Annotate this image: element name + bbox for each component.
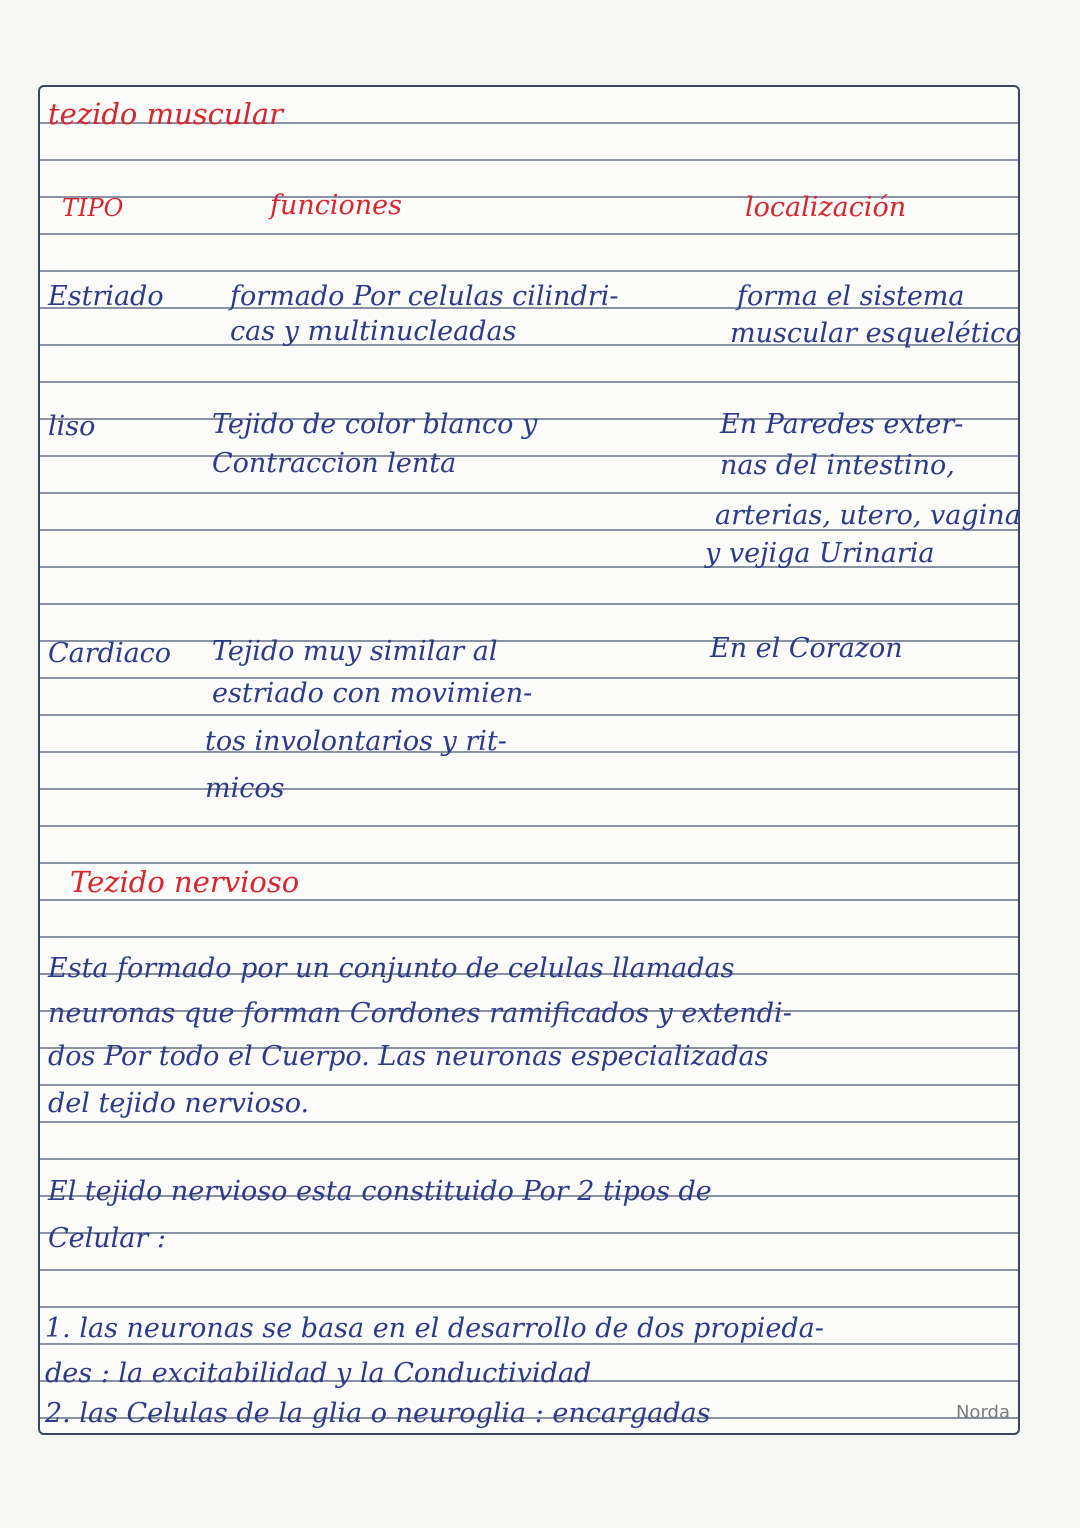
list-item: des : la excitabilidad y la Conductividad bbox=[45, 1358, 592, 1389]
paragraph-line: del tejido nervioso. bbox=[48, 1088, 310, 1119]
paragraph-line: El tejido nervioso esta constituido Por 2 tipos de bbox=[48, 1176, 712, 1207]
row-localizacion-line: arterias, utero, vagina bbox=[715, 500, 1021, 531]
row-localizacion-line: forma el sistema bbox=[737, 281, 965, 312]
row-localizacion-line: muscular esquelético bbox=[730, 318, 1022, 349]
row-localizacion-line: nas del intestino, bbox=[720, 450, 955, 481]
signature: Norda bbox=[955, 1402, 1010, 1423]
header-tipo: TIPO bbox=[62, 194, 124, 222]
header-localizacion: localización bbox=[745, 192, 907, 223]
paragraph-line: Esta formado por un conjunto de celulas llamadas bbox=[48, 953, 735, 984]
heading-tejido-muscular: tezido muscular bbox=[48, 97, 284, 131]
row-funcion-line: estriado con movimien- bbox=[212, 678, 533, 709]
paragraph-line: dos Por todo el Cuerpo. Las neuronas especializadas bbox=[48, 1041, 769, 1072]
row-funcion-line: tos involontarios y rit- bbox=[205, 726, 507, 757]
row-localizacion-line: y vejiga Urinaria bbox=[705, 538, 935, 569]
row-tipo-cardiaco: Cardiaco bbox=[48, 638, 172, 669]
row-localizacion-line: En el Corazon bbox=[710, 633, 903, 664]
list-item: 1. las neuronas se basa en el desarrollo de dos propieda- bbox=[45, 1313, 824, 1344]
header-funciones: funciones bbox=[270, 190, 403, 221]
row-funcion-line: Contraccion lenta bbox=[212, 448, 457, 479]
row-funcion-line: Tejido muy similar al bbox=[212, 636, 498, 667]
row-tipo-estriado: Estriado bbox=[48, 281, 164, 312]
row-tipo-liso: liso bbox=[48, 411, 96, 442]
heading-tejido-nervioso: Tezido nervioso bbox=[70, 865, 300, 899]
row-funcion-line: cas y multinucleadas bbox=[230, 316, 517, 347]
row-funcion-line: Tejido de color blanco y bbox=[212, 409, 538, 440]
row-funcion-line: formado Por celulas cilindri- bbox=[230, 281, 619, 312]
row-localizacion-line: En Paredes exter- bbox=[720, 409, 964, 440]
paragraph-line: Celular : bbox=[48, 1223, 166, 1254]
list-item: 2. las Celulas de la glia o neuroglia : encargadas bbox=[45, 1398, 711, 1429]
paragraph-line: neuronas que forman Cordones ramificados y extendi- bbox=[48, 998, 792, 1029]
row-funcion-line: micos bbox=[205, 773, 285, 804]
